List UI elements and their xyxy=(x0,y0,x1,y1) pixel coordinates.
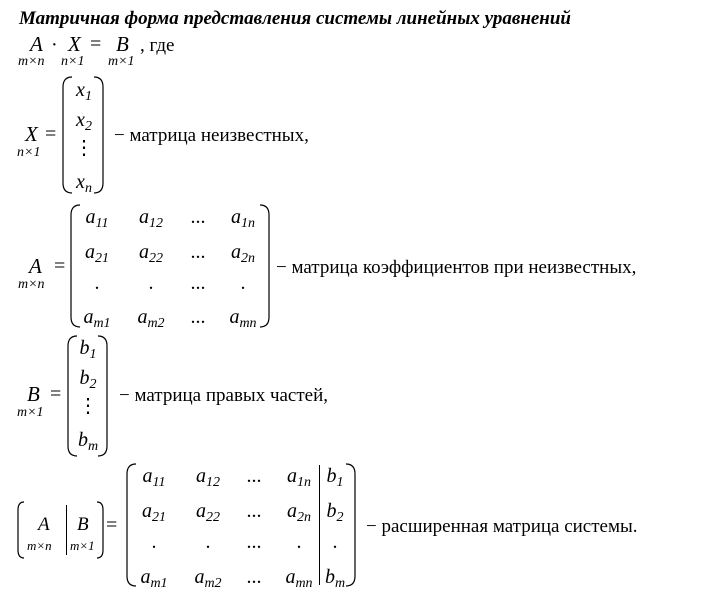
eq-rhs-b: B xyxy=(116,32,129,56)
matrix-x-equals: = xyxy=(45,123,57,145)
eq-sub-x: n×1 xyxy=(61,54,85,69)
right-paren xyxy=(96,500,106,560)
matrix-x-element xyxy=(76,109,92,134)
matrix-element-base: ... xyxy=(190,206,206,228)
matrix-b-name: B xyxy=(27,382,40,406)
matrix-element-base: ... xyxy=(190,272,206,294)
matrix-element-base: a xyxy=(142,500,152,522)
matrix-a-name: A xyxy=(29,254,42,278)
augmented-matrix-element xyxy=(247,466,262,486)
matrix-element-base: . xyxy=(148,272,154,294)
matrix-element-base: a xyxy=(231,206,241,228)
matrix-element-subscript: 2n xyxy=(241,251,255,266)
eq-equals: = xyxy=(90,33,102,55)
matrix-element-base: ... xyxy=(246,500,262,522)
matrix-x-element xyxy=(74,138,94,158)
matrix-a-element xyxy=(139,241,163,266)
matrix-a-description: − матрица коэффициентов при неизвестных, xyxy=(276,257,637,278)
matrix-element-subscript: m xyxy=(87,439,99,454)
matrix-element-base: a xyxy=(287,465,297,487)
matrix-element-base: x xyxy=(76,109,85,131)
matrix-element-subscript: 2 xyxy=(336,510,344,525)
left-paren xyxy=(68,203,82,329)
matrix-element-base: a xyxy=(137,306,148,328)
matrix-b-description: − матрица правых частей, xyxy=(119,385,329,406)
matrix-a-element xyxy=(191,307,206,327)
augmented-matrix-element xyxy=(152,532,157,552)
matrix-a-element xyxy=(241,273,246,293)
matrix-b-element xyxy=(78,396,98,416)
augmented-left-a: A xyxy=(38,514,50,535)
right-paren xyxy=(92,75,106,195)
augmented-matrix-element xyxy=(194,566,222,591)
matrix-element-base: . xyxy=(296,531,302,553)
matrix-element-base: a xyxy=(285,566,296,588)
matrix-element-subscript: m2 xyxy=(204,576,222,591)
right-paren xyxy=(258,203,272,329)
matrix-element-base: a xyxy=(287,500,297,522)
matrix-x-description: − матрица неизвестных, xyxy=(114,125,309,146)
matrix-b-dim: m×1 xyxy=(17,405,44,420)
matrix-element-base: ... xyxy=(246,566,262,588)
matrix-element-subscript: 12 xyxy=(206,475,220,490)
matrix-element-base: a xyxy=(140,566,151,588)
right-paren xyxy=(344,462,358,588)
matrix-element-base: b xyxy=(326,500,337,522)
left-paren xyxy=(15,500,25,560)
matrix-a-element xyxy=(85,206,109,231)
matrix-element-subscript: 22 xyxy=(206,510,220,525)
matrix-a-element xyxy=(85,241,109,266)
matrix-element-subscript: m1 xyxy=(93,316,111,331)
eq-lhs-x: X xyxy=(68,32,81,56)
eq-dot: · xyxy=(51,34,58,56)
augmented-matrix-element xyxy=(142,465,166,490)
matrix-a-element xyxy=(231,206,255,231)
matrix-element-subscript: m1 xyxy=(150,576,168,591)
matrix-x-name: X xyxy=(25,122,38,146)
page-title: Матричная форма представления системы линейных уравнений xyxy=(19,8,571,29)
matrix-element-base: . xyxy=(332,531,338,553)
matrix-b-element xyxy=(79,337,97,362)
augmented-matrix-element xyxy=(285,566,313,591)
matrix-element-base: b xyxy=(79,367,90,389)
left-paren xyxy=(60,75,74,195)
matrix-x-element xyxy=(76,171,92,196)
augmented-left-divider xyxy=(66,505,67,555)
eq-lhs-a: A xyxy=(30,32,43,56)
matrix-element-base: a xyxy=(196,500,206,522)
matrix-a-equals: = xyxy=(54,255,66,277)
augmented-left-b-dim: m×1 xyxy=(70,538,95,553)
matrix-element-base: b xyxy=(77,429,88,451)
matrix-element-base: x xyxy=(76,79,85,101)
matrix-element-base: ... xyxy=(190,306,206,328)
matrix-element-base: ⋮ xyxy=(74,137,94,159)
matrix-a-element xyxy=(95,273,100,293)
augmented-description: − расширенная матрица системы. xyxy=(366,516,638,537)
matrix-a-element xyxy=(191,273,206,293)
left-paren xyxy=(65,334,79,458)
augmented-left-a-dim: m×n xyxy=(27,538,52,553)
matrix-element-subscript: 22 xyxy=(149,251,163,266)
matrix-x-element xyxy=(76,79,92,104)
eq-sub-a: m×n xyxy=(18,54,45,69)
matrix-element-base: a xyxy=(85,206,96,228)
matrix-element-subscript: 1n xyxy=(241,216,255,231)
matrix-element-subscript: 1 xyxy=(89,347,97,362)
augmented-equals: = xyxy=(106,514,118,536)
matrix-a-dim: m×n xyxy=(18,277,45,292)
right-paren xyxy=(96,334,110,458)
matrix-a-element xyxy=(137,306,165,331)
matrix-element-subscript: 1n xyxy=(297,475,311,490)
matrix-a-element xyxy=(231,241,255,266)
matrix-element-subscript: 2 xyxy=(84,119,92,134)
augmented-matrix-element xyxy=(142,500,166,525)
matrix-element-subscript: m2 xyxy=(147,316,165,331)
matrix-b-equals: = xyxy=(50,383,62,405)
augmented-matrix-element xyxy=(324,566,346,591)
matrix-element-base: a xyxy=(83,306,94,328)
matrix-a-element xyxy=(83,306,111,331)
augmented-left-b: B xyxy=(77,514,89,535)
matrix-element-base: . xyxy=(151,531,157,553)
matrix-a-element xyxy=(149,273,154,293)
matrix-element-base: a xyxy=(139,206,149,228)
matrix-element-base: ⋮ xyxy=(78,395,98,417)
matrix-element-base: x xyxy=(76,171,85,193)
matrix-element-base: b xyxy=(326,465,337,487)
matrix-element-subscript: 11 xyxy=(152,475,166,490)
matrix-element-base: b xyxy=(324,566,335,588)
augmented-matrix-element xyxy=(247,567,262,587)
augmented-matrix-element xyxy=(326,465,344,490)
matrix-element-base: a xyxy=(231,241,241,263)
matrix-element-subscript: mn xyxy=(295,576,313,591)
matrix-element-base: . xyxy=(205,531,211,553)
matrix-element-base: a xyxy=(229,306,240,328)
augmented-divider xyxy=(319,465,320,585)
matrix-element-base: ... xyxy=(246,531,262,553)
eq-sub-b: m×1 xyxy=(108,54,135,69)
augmented-matrix-element xyxy=(140,566,168,591)
matrix-element-subscript: 21 xyxy=(95,251,109,266)
augmented-matrix-element xyxy=(247,501,262,521)
matrix-element-base: a xyxy=(194,566,205,588)
matrix-element-base: a xyxy=(85,241,95,263)
matrix-element-subscript: 2n xyxy=(297,510,311,525)
augmented-matrix-element xyxy=(287,465,311,490)
augmented-matrix-element xyxy=(196,465,220,490)
matrix-element-subscript: 1 xyxy=(84,89,92,104)
augmented-matrix-element xyxy=(206,532,211,552)
matrix-element-base: a xyxy=(196,465,206,487)
matrix-element-subscript: 12 xyxy=(149,216,163,231)
matrix-b-element xyxy=(79,367,97,392)
matrix-element-base: . xyxy=(240,272,246,294)
matrix-a-element xyxy=(191,242,206,262)
matrix-element-base: ... xyxy=(190,241,206,263)
matrix-element-base: b xyxy=(79,337,90,359)
matrix-x-dim: n×1 xyxy=(17,145,41,160)
augmented-matrix-element xyxy=(326,500,344,525)
eq-suffix: , где xyxy=(140,35,175,56)
augmented-matrix-element xyxy=(247,532,262,552)
matrix-element-subscript: n xyxy=(84,181,92,196)
matrix-element-base: a xyxy=(139,241,149,263)
augmented-matrix-element xyxy=(297,532,302,552)
matrix-element-base: . xyxy=(94,272,100,294)
augmented-matrix-element xyxy=(333,532,338,552)
matrix-element-base: a xyxy=(142,465,153,487)
matrix-element-subscript: 2 xyxy=(89,377,97,392)
matrix-element-subscript: mn xyxy=(239,316,257,331)
matrix-a-element xyxy=(139,206,163,231)
matrix-element-subscript: 11 xyxy=(95,216,109,231)
matrix-element-subscript: 1 xyxy=(336,475,344,490)
matrix-element-base: ... xyxy=(246,465,262,487)
matrix-element-subscript: 21 xyxy=(152,510,166,525)
matrix-a-element xyxy=(229,306,257,331)
matrix-a-element xyxy=(191,207,206,227)
left-paren xyxy=(124,462,138,588)
augmented-matrix-element xyxy=(196,500,220,525)
matrix-element-subscript: m xyxy=(334,576,346,591)
augmented-matrix-element xyxy=(287,500,311,525)
